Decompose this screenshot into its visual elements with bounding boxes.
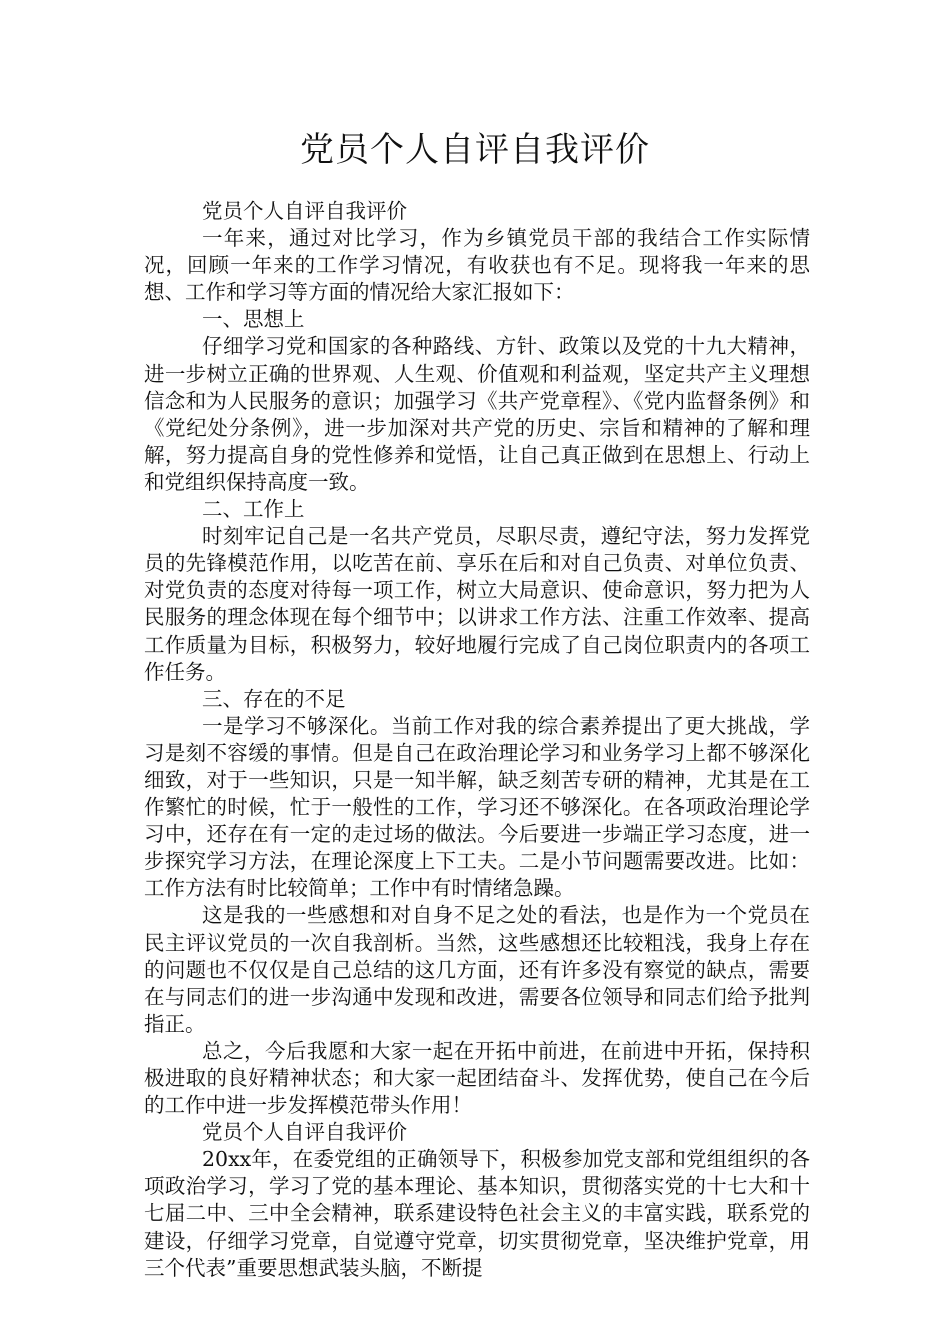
- document-title: 党员个人自评自我评价: [300, 130, 650, 170]
- section-heading-thought: 一、思想上: [202, 307, 305, 332]
- paragraph-conclusion: 总之，今后我愿和大家一起在开拓中前进，在前进中开拓，保持积极进取的良好精神状态；和大家一起团结奋斗、发挥优势，使自己在今后的工作中进一步发挥模范带头作用！: [144, 1038, 810, 1118]
- paragraph-reflection: 这是我的一些感想和对自身不足之处的看法，也是作为一个党员在民主评议党员的一次自我剖析。当然，这些感想还比较粗浅，我身上存在的问题也不仅仅是自己总结的这几方面，还有许多没有察觉的缺点，需要在与同志们的进一步沟通中发现和改进，需要各位领导和同志们给予批判指正。: [144, 903, 810, 1036]
- paragraph-shortcomings: 一是学习不够深化。当前工作对我的综合素养提出了更大挑战，学习是刻不容缓的事情。但是自己在政治理论学习和业务学习上都不够深化细致，对于一些知识，只是一知半解，缺乏刻苦专研的精神，尤其是在工作繁忙的时候，忙于一般性的工作，学习还不够深化。在各项政治理论学习中，还存在有一定的走过场的做法。今后要进一步端正学习态度，进一步探究学习方法，在理论深度上下工夫。二是小节问题需要改进。比如：工作方法有时比较简单；工作中有时情绪急躁。: [144, 713, 810, 901]
- section-heading-shortcomings: 三、存在的不足: [202, 686, 346, 711]
- section-heading-work: 二、工作上: [202, 497, 305, 522]
- paragraph-subtitle-second: 党员个人自评自我评价: [202, 1120, 407, 1145]
- paragraph-thought: 仔细学习党和国家的各种路线、方针、政策以及党的十九大精神，进一步树立正确的世界观、人生观、价值观和利益观，坚定共产主义理想信念和为人民服务的意识；加强学习《共产党章程》、《党内监督条例》和《党纪处分条例》，进一步加深对共产党的历史、宗旨和精神的了解和理解，努力提高自身的党性修养和觉悟，让自己真正做到在思想上、行动上和党组织保持高度一致。: [144, 334, 810, 494]
- paragraph-second-intro: 20xx年，在委党组的正确领导下，积极参加党支部和党组组织的各项政治学习，学习了党的基本理论、基本知识，贯彻落实党的十七大和十七届二中、三中全会精神，联系建设特色社会主义的丰富实践，联系党的建设，仔细学习党章，自觉遵守党章，切实贯彻党章，坚决维护党章，用三个代表”重要思想武装头脑，不断提: [144, 1147, 810, 1280]
- paragraph-subtitle: 党员个人自评自我评价: [202, 199, 407, 223]
- paragraph-work: 时刻牢记自己是一名共产党员，尽职尽责，遵纪守法，努力发挥党员的先锋模范作用，以吃苦在前、享乐在后和对自己负责、对单位负责、对党负责的态度对待每一项工作，树立大局意识、使命意识，努力把为人民服务的理念体现在每个细节中；以讲求工作方法、注重工作效率、提高工作质量为目标，积极努力，较好地履行完成了自己岗位职责内的各项工作任务。: [144, 524, 810, 684]
- paragraph-intro: 一年来，通过对比学习，作为乡镇党员干部的我结合工作实际情况，回顾一年来的工作学习情况，有收获也有不足。现将我一年来的思想、工作和学习等方面的情况给大家汇报如下：: [144, 226, 810, 305]
- document-body: [144, 198, 810, 1282]
